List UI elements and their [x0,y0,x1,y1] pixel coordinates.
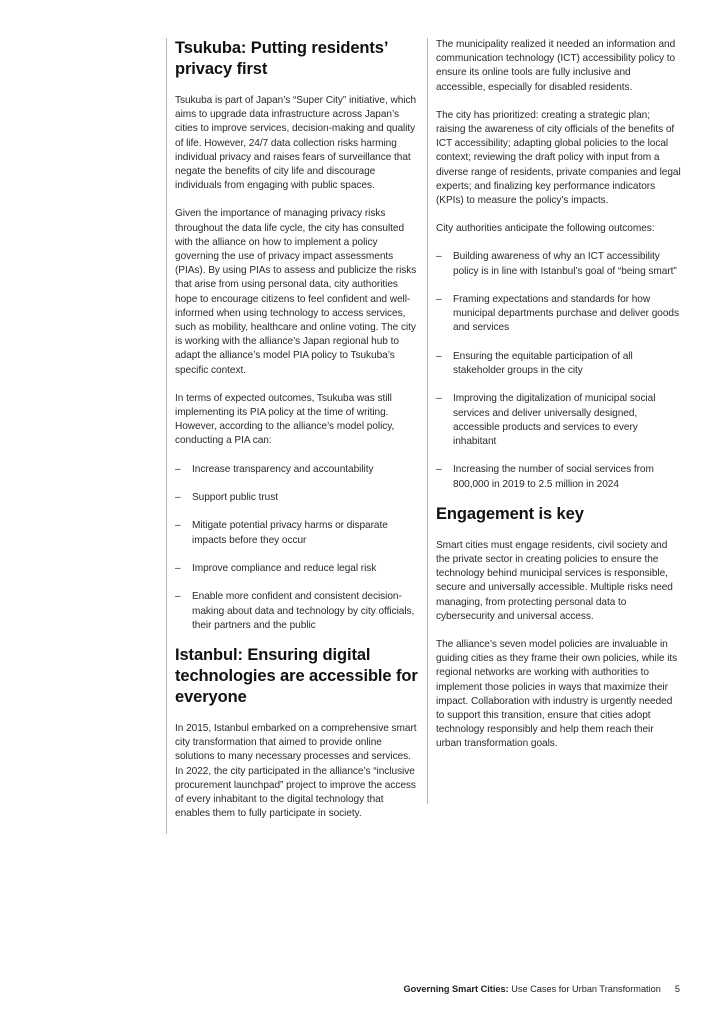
left-column [166,38,421,834]
footer-title-rest: Use Cases for Urban Transformation [508,984,661,994]
right-column [427,38,681,804]
tsukuba-paragraph-2: Given the importance of managing privacy risks throughout the data life cycle, the city has consulted with the alliance on how to implement a policy governing the use of privacy impact assessments (PIAs). By using PIAs to assess and publicize the risks that arise from using personal data, city authorities hope to encourage citizens to feel confident and well-informed when using technology to access services, such as mobility, healthcare and online voting. The city is working with the alliance’s Japan regional hub to adapt the alliance’s model PIA policy to Tsukuba’s specific context. [175,208,417,376]
tsukuba-paragraph-1: Tsukuba is part of Japan’s “Super City” initiative, which aims to upgrade data infrastructure across Japan’s cities to improve services, decision-making and quality of life. However, 24/7 data collection risks harming individual privacy and raises fears of surveillance that negate the benefits of city life and discourage individuals from engaging with public spaces. [175,95,417,192]
istanbul-paragraph: In 2015, Istanbul embarked on a comprehensive smart city transformation that aimed to provide online solutions to many necessary processes and services. In 2022, the city participated in the alliance’s “inclusive procurement launchpad” project to improve the access of every inhabitant to the digital technology that enables them to fully participate in society. [175,723,417,820]
istanbul-paragraph-3: The city has prioritized: creating a strategic plan; raising the awareness of city officials of the benefits of ICT accessibility; adapting global policies to the local context; reviewing the draft policy with input from a diverse range of residents, private companies and legal experts; and finalizing key performance indicators (KPIs) to measure the policy’s impacts. [436,109,681,207]
istanbul-heading: Istanbul: Ensuring digital technologies are accessible for everyone [175,646,418,707]
tsukuba-bullet-list [175,463,421,633]
istanbul-paragraph-4: City authorities anticipate the following outcomes: [436,223,655,235]
list-item: – Framing expectations and standards for how municipal departments purchase and deliver goods and services [436,293,681,336]
tsukuba-paragraph-3: In terms of expected outcomes, Tsukuba was still implementing its PIA policy at the time of writing. However, according to the alliance’s model policy, conducting a PIA can: [175,392,395,447]
list-item: – Improving the digitalization of municipal social services and deliver universally designed, accessible products and services to every inhabitant [436,392,681,449]
list-item: – Increase transparency and accountability [175,463,421,477]
page-number: 5 [674,984,680,994]
list-item: – Improve compliance and reduce legal risk [175,562,421,576]
engagement-paragraph-2: The alliance’s seven model policies are invaluable in guiding cities as they frame their own policies, while its regional networks are working with authorities to implement those policies in ways that maximize their impact. Collaboration with industry is urgently needed to support this transition, ensure that cities adopt technology responsibly and help them reach their urban transformation goals. [436,639,678,750]
engagement-heading: Engagement is key [436,504,584,523]
page-footer [300,983,680,995]
istanbul-paragraph-2: The municipality realized it needed an information and communication technology (ICT) accessibility policy to ensure its online tools are fully inclusive and accessible, especially for disabled residents. [436,39,676,93]
list-item: – Mitigate potential privacy harms or disparate impacts before they occur [175,519,421,547]
istanbul-bullet-list [436,250,681,491]
engagement-paragraph-1: Smart cities must engage residents, civil society and the private sector in creating policies to ensure the technology behind municipal services is responsible, secure and universally accessible. Multiple risks need managing, from protecting personal data to cybersecurity and universal access. [436,539,673,622]
list-item: – Enable more confident and consistent decision-making about data and technology by city officials, their partners and the public [175,590,421,633]
footer-title-bold: Governing Smart Cities: [403,984,509,994]
list-item: – Ensuring the equitable participation of all stakeholder groups in the city [436,350,681,378]
list-item: – Support public trust [175,491,421,505]
list-item: – Increasing the number of social services from 800,000 in 2019 to 2.5 million in 2024 [436,463,681,491]
tsukuba-heading: Tsukuba: Putting residents’ privacy first [175,39,388,78]
list-item: – Building awareness of why an ICT accessibility policy is in line with Istanbul’s goal of “being smart” [436,250,681,278]
